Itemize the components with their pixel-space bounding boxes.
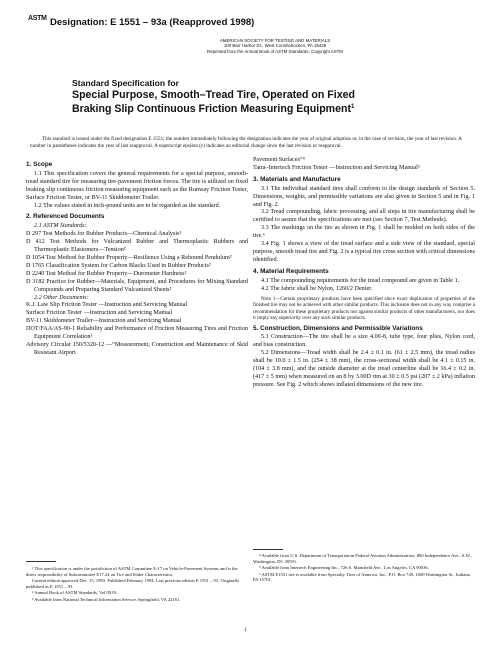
footnote-divider — [26, 561, 56, 562]
subheading: 2.1 ASTM Standards: — [34, 223, 87, 230]
paragraph: 3.3 The markings on the tire as shown in Fig. 1 shall be molded on both sides of the tire.⁶ — [253, 225, 475, 240]
section-heading: 2. Referenced Documents — [26, 213, 105, 221]
title-line-2 — [72, 101, 432, 115]
reference-item: D 1765 Classification System for Carbon Blacks Used in Rubber Products² — [26, 262, 211, 269]
reference-item: DOT/FAA/AS-90-1 Reliability and Performance of Friction Measuring Tires and Friction Equipment Correlation³ — [26, 326, 248, 341]
footnote: ¹ This specification is under the jurisdiction of ASTM Committee E-17 on Vehicle-Pavement Systems and is the direct responsibility of Subcommittee E17.24 on Tire and Slider Characteristics. — [26, 566, 238, 577]
standard-title — [72, 89, 432, 115]
footnote: Current edition approved Dec. 15, 1993. Published February 1994. Last previous edition E 1551 – 93. Originally published as E 1551 – 93. — [26, 578, 240, 589]
paragraph: 1.1 This specification covers the general requirements for a special purpose, smooth-tread standard tire for measuring tire-pavement friction forces. The tire is utilized on fixed braking slip continuous friction measuring equipment such as the Runway Friction Tester, Surface Friction Tester, or BV-11 Skiddometer Trailer. — [26, 170, 248, 201]
publisher-block — [190, 38, 360, 54]
standard-label: Standard Specification for — [72, 78, 179, 88]
reference-item: BV-11 Skiddometer Trailer—Instruction and Servicing Manual — [26, 318, 182, 325]
page-number: 1 — [244, 627, 247, 633]
paragraph: 5.2 Dimensions—Tread width shall be 2.4 ± 0.1 in. (61 ± 2.5 mm), the tread radius shall be 10.0 ± 1.5 in. (254 ± 38 mm), the cross-sectional width shall be 4.1 ± 0.15 in. (104 ± 3.8 mm), and the outside diameter at the tread centerline shall be 16.4 ± 0.2 in. (417 ± 5 mm) when measured on an 8 by 3.00D rim at 30 ± 0.5 psi (207 ± 2 kPa) inflation pressure. See Fig. 2 which shows inflated dimensions of the new tire. — [253, 350, 475, 388]
paragraph: 3.2 Tread compounding, fabric processing, and all steps in tire manufacturing shall be certified to assure that the specifications are met (see Section 7, Test Methods). — [253, 209, 475, 224]
reference-item: D 2240 Test Method for Rubber Property—Durometer Hardness² — [26, 270, 187, 277]
title-line: Special Purpose, Smooth–Tread Tire, Operated on Fixed — [72, 89, 355, 101]
reference-item: D 3182 Practice for Rubber—Materials, Equipment, and Procedures for Mixing Standard Compounds and Preparing Standard Vulcanized Sheets² — [26, 278, 248, 293]
title-footnote-mark: 1 — [350, 104, 355, 111]
reference-item: Surface Friction Tester —Instruction and Servicing Manual — [26, 310, 173, 317]
paragraph: 4.2 The fabric shall be Nylon, 1260/2 Denier. — [261, 285, 373, 292]
section-heading: 1. Scope — [26, 161, 53, 168]
title-line-text: Braking Slip Continuous Friction Measuring Equipment — [72, 103, 351, 116]
paragraph: 4.1 The compounding requirements for the tread compound are given in Table 1. — [261, 277, 460, 284]
paragraph: 3.1 The individual standard tires shall conform to the design standards of Section 5. Dimensions, weights, and permissible variations are also given in Section 5 and in Fig. 1 and Fig. 2. — [253, 185, 475, 208]
section-heading: 5. Construction, Dimensions and Permissible Variations — [253, 324, 423, 332]
reference-item: D 1054 Test Method for Rubber Property—Resilience Using a Rebound Pendulum² — [26, 254, 232, 261]
reference-continuation: Pavement Surfaces”⁴ — [253, 157, 305, 163]
reference-item: D 412 Test Methods for Vulcanized Rubber and Thermoplastic Rubbers and Thermoplastic Elastomers—Tension² — [26, 239, 248, 254]
footnote: ⁵ Available from Intertech Engineering Inc., 726 S. Mansfield Ave., Los Angeles, CA 90036. — [259, 565, 429, 571]
publisher-line: Reprinted from the Annual Book of ASTM Standards. Copyright ASTM — [207, 48, 343, 54]
footnotes-right — [253, 553, 475, 584]
footnotes-left — [26, 566, 248, 604]
paragraph: 3.4 Fig. 1 shows a view of the tread surface and a side view of the standard, special purpose, smooth tread tire and Fig. 2 is a typical tire cross section with critical dimensions identified. — [253, 241, 475, 263]
section-heading: 4. Material Requirements — [253, 267, 329, 275]
reference-item: Tatra–Intertech Friction Tester —Instruction and Servicing Manual⁵ — [253, 164, 420, 171]
footnote: ³ Available from National Technical Information Service, Springfield, VA 22161. — [32, 596, 181, 602]
reference-item: K.J. Law Slip Friction Tester —Instruction and Servicing Manual — [26, 302, 188, 309]
publisher-line: AMERICAN SOCIETY FOR TESTING AND MATERIALS — [219, 38, 331, 43]
reference-item: Advisory Circular 150/5320-12 —“Measurement, Construction and Maintenance of Skid Resistant Airport — [26, 341, 248, 356]
astm-logo: ASTM — [28, 15, 47, 22]
paragraph: 5.1 Construction—The tire shall be a size 4.00-8, tube type, four plies, Nylon cord, and bias construction. — [253, 334, 475, 349]
designation: Designation: E 1551 – 93a (Reapproved 1998) — [50, 17, 255, 28]
section-heading: 3. Materials and Manufacture — [253, 175, 341, 183]
note: Note 1—Certain proprietary products have been specified since exact duplication of properties of the finished tire may not be achieved with other similar products. This inclusion does not in any way comprise a recommendation for these proprietary products nor against similar products of other manufacturers, nor does it imply any superiority over any such similar products. — [253, 295, 475, 321]
subheading: 2.2 Other Documents: — [34, 294, 89, 301]
left-column — [26, 158, 248, 358]
right-column — [253, 157, 475, 390]
designation-notice: This standard is issued under the fixed designation E 1551; the number immediately following the designation indicates the year of original adoption or, in the case of revision, the year of last revision. A number in parentheses indicates the year of last reapproval. A superscript epsilon (ε) indicates an editorial change since the last revision or reapproval. — [30, 136, 462, 149]
footnote-divider — [253, 549, 283, 550]
publisher-line: 100 Barr Harbor Dr., West Conshohocken, PA 19428 — [223, 43, 327, 49]
paragraph: 1.2 The values stated in inch-pound units are to be regarded as the standard. — [34, 202, 221, 209]
footnote: ² Annual Book of ASTM Standards, Vol 09.01. — [32, 590, 118, 596]
footnote: ⁴ Available from U.S. Department of Transportation Federal Aviation Administration, 800 Independence Ave., S.W., Washington, DC 20591. — [253, 553, 472, 564]
reference-item: D 297 Test Methods for Rubber Products—Chemical Analysis² — [26, 231, 182, 238]
footnote: ⁶ ASTM E1551 tire is available from Specialty Tires of America, Inc., P.O. Box 749, 1600 Washington St., Indiana, PA 15701. — [253, 571, 471, 583]
